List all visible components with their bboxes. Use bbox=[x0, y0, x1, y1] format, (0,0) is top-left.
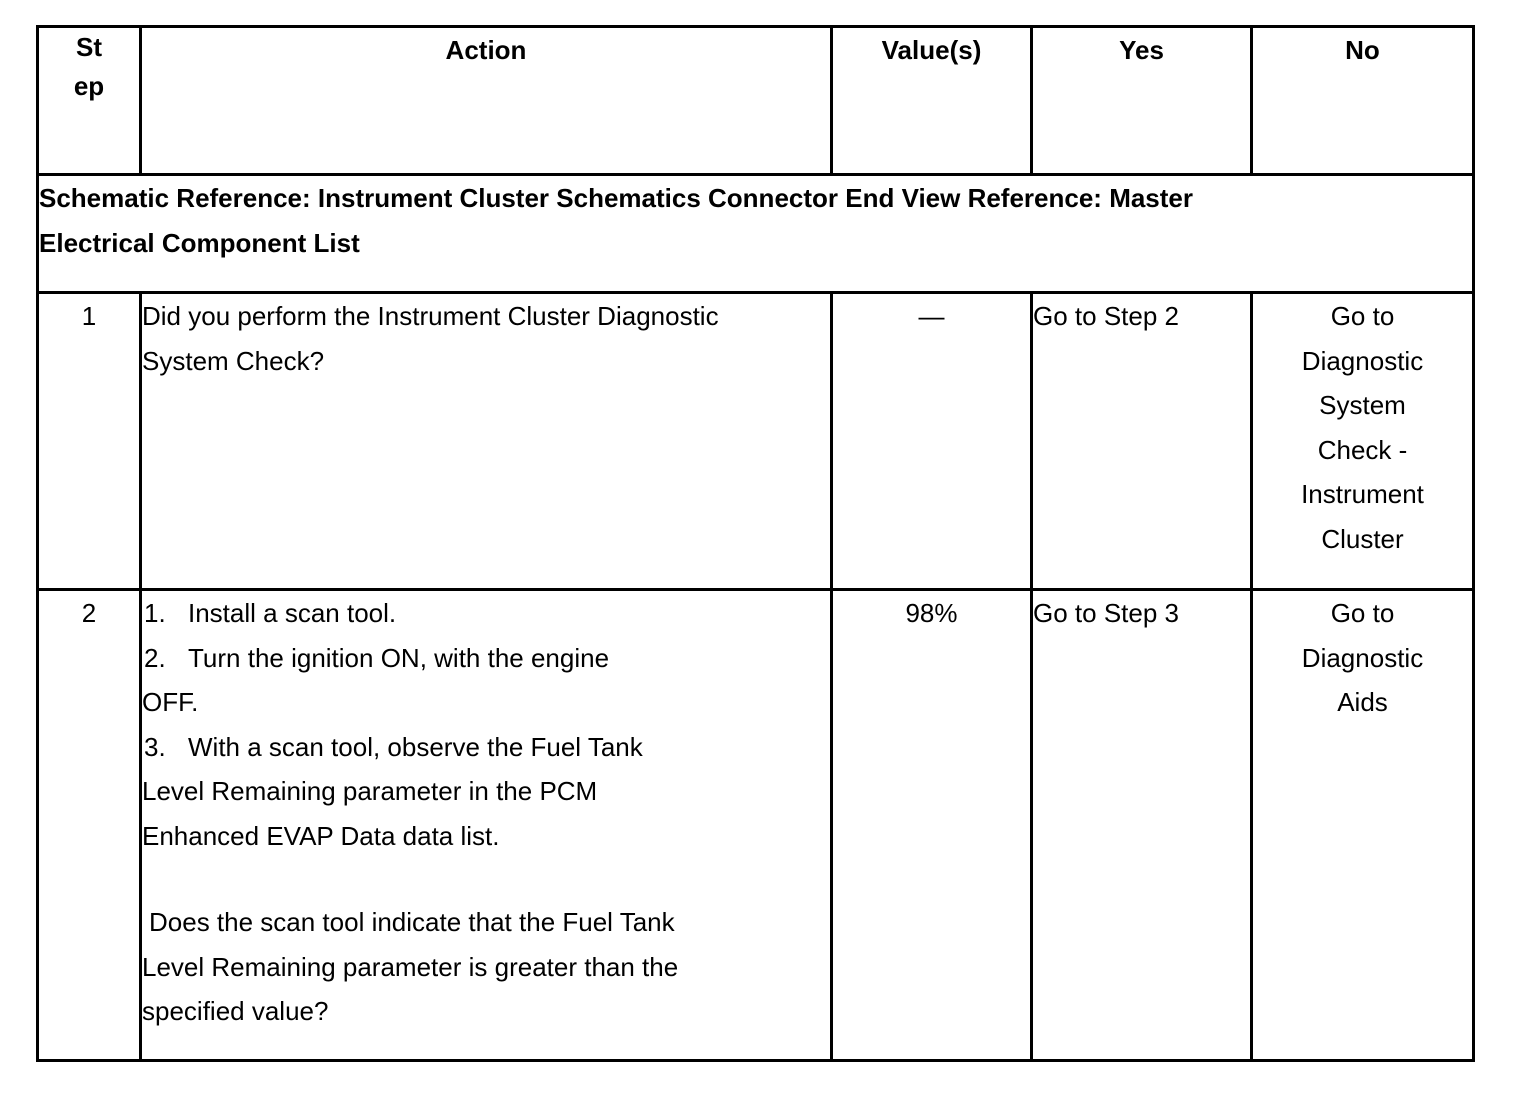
header-row bbox=[38, 27, 1474, 175]
action-text: Did you perform the Instrument Cluster Diagnostic bbox=[142, 301, 719, 331]
list-continuation: Level Remaining parameter in the PCM bbox=[142, 776, 598, 806]
no-cell bbox=[1252, 293, 1474, 590]
no-text: System bbox=[1319, 390, 1406, 420]
header-action: Action bbox=[141, 27, 832, 175]
reference-row bbox=[38, 175, 1474, 293]
header-step-line1: St bbox=[76, 32, 102, 62]
list-number: 3. bbox=[144, 731, 166, 762]
question-text: specified value? bbox=[142, 996, 329, 1026]
list-text: Turn the ignition ON, with the engine bbox=[188, 642, 610, 673]
action-cell bbox=[141, 590, 832, 1061]
list-text: With a scan tool, observe the Fuel Tank bbox=[188, 731, 643, 762]
reference-line1: Schematic Reference: Instrument Cluster Schematics Connector End View Reference: Master bbox=[39, 183, 1194, 213]
no-text: Instrument bbox=[1301, 479, 1424, 509]
no-text: Diagnostic bbox=[1301, 642, 1424, 673]
question-text: Does the scan tool indicate that the Fuel Tank bbox=[149, 907, 675, 937]
list-continuation: Enhanced EVAP Data data list. bbox=[142, 820, 500, 851]
list-text: Install a scan tool. bbox=[188, 598, 397, 628]
reference-cell bbox=[38, 175, 1474, 293]
reference-line2: Electrical Component List bbox=[39, 227, 360, 258]
value-cell: — bbox=[832, 293, 1032, 590]
header-step bbox=[38, 27, 141, 175]
yes-cell: Go to Step 3 bbox=[1032, 590, 1252, 1061]
header-values: Value(s) bbox=[832, 27, 1032, 175]
header-yes: Yes bbox=[1032, 27, 1252, 175]
action-cell bbox=[141, 293, 832, 590]
list-item bbox=[142, 725, 830, 770]
list-item bbox=[142, 636, 830, 681]
table-row bbox=[38, 590, 1474, 1061]
no-text: Diagnostic bbox=[1301, 345, 1424, 376]
no-text: Cluster bbox=[1321, 523, 1404, 554]
diagnostic-table bbox=[36, 25, 1475, 1062]
yes-cell: Go to Step 2 bbox=[1032, 293, 1252, 590]
no-text: Go to bbox=[1330, 301, 1395, 331]
value-cell: 98% bbox=[832, 590, 1032, 1061]
list-number: 2. bbox=[144, 642, 166, 673]
list-number: 1. bbox=[144, 598, 166, 628]
table-row bbox=[38, 293, 1474, 590]
question-text: Level Remaining parameter is greater than the bbox=[142, 951, 679, 982]
list-continuation: OFF. bbox=[142, 687, 199, 717]
no-text: Go to bbox=[1330, 598, 1395, 628]
header-step-line2: ep bbox=[73, 71, 105, 101]
step-number: 2 bbox=[38, 590, 141, 1061]
no-text: Check - bbox=[1317, 434, 1408, 465]
no-cell bbox=[1252, 590, 1474, 1061]
header-no: No bbox=[1252, 27, 1474, 175]
step-number: 1 bbox=[38, 293, 141, 590]
no-text: Aids bbox=[1337, 687, 1388, 717]
spacer bbox=[142, 858, 830, 900]
action-text: System Check? bbox=[142, 345, 325, 376]
list-item bbox=[142, 591, 830, 636]
